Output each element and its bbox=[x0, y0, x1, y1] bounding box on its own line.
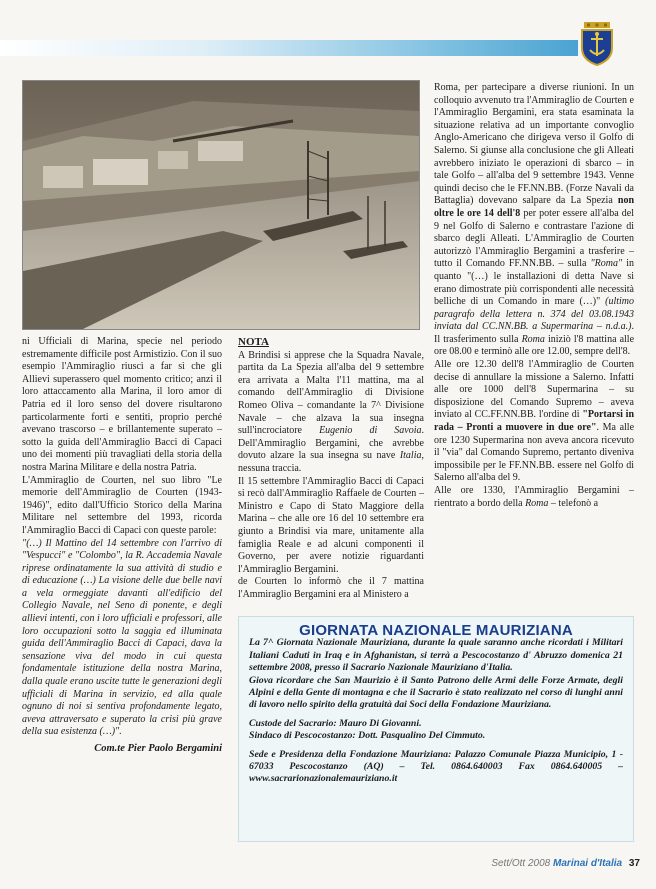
paragraph: Il 15 settembre l'Ammiraglio Bacci di Capaci si recò dall'Ammiraglio Raffaele de Courten – Ministro e Capo di Stato Maggiore della Marina – che alle ore 16 del 10 settembre era giunto a Brindisi via mare, unitamente alla famiglia Reale e ad alcuni componenti il Governo, per avere notizie riguardanti l'Ammiraglio Bergamini. bbox=[238, 475, 424, 575]
paragraph: ni Ufficiali di Marina, specie nel periodo estremamente difficile post Armistizio. Con il suo esempio l'Ammiraglio riuscì a far sì che gli Allievi superassero quel momento critico; anzi il loro attaccamento alla Marina, il loro amor di Patria ed il loro senso del dovere risultarono particolarmente forti e sentiti, proprio perché avevano trascorso – e brillantemente superato – sotto la guida dell'Ammiraglio Bacci di Capaci uno dei momenti più travagliati della storia della nostra Marina Militare e della nostra Patria. bbox=[22, 336, 222, 473]
event-paragraph: La 7^ Giornata Nazionale Mauriziana, durante la quale saranno anche ricordati i Militari Italiani Caduti in Iraq e in Afghanistan, si terrà a Pescocostanzo d' Abruzzo domenica 21 settembre 2008, presso il Sacrario Nazionale Mauriziano d'Italia. bbox=[249, 637, 623, 674]
paragraph: A Brindisi si apprese che la Squadra Navale, partita da La Spezia all'alba del 9 settembre era arrivata a Malta l'11 mattina, ma al comando dell'Ammiraglio di Divisione Romeo Oliva – comandante la 7^ Divisione Navale – che alzava la sua insegna sull'incrociatore Eugenio di Savoia. Dell'Ammiraglio Bergamini, che avrebbe dovuto alzare la sua insegna su nave Italia, nessuna traccia. bbox=[238, 349, 424, 474]
event-box bbox=[238, 616, 634, 842]
paragraph: Roma, per partecipare a diverse riunioni. In un colloquio avvenuto tra l'Ammiraglio de Courten e l'Ammiraglio Bergamini, era stata esaminata la situazione relativa ad un importante convoglio Anglo-Americano che dirigeva verso il Golfo di Salerno. Si giunse alla conclusione che gli Alleati avrebbero iniziato le operazioni di sbarco – in tale Golfo – all'alba del 9 settembre 1943. Venne quindi deciso che le FF.NN.BB. (Forze Navali da Battaglia) dovevano salpare da La Spezia non oltre le ore 14 dell'8 per poter essere all'alba del 9 nel Golfo di Salerno e contrastare l'azione di sbarco degli Alleati. L'Ammiraglio de Courten autorizzò l'Ammiraglio Bergamini a trasferire – tutto il Comando FF.NN.BB. – sulla "Roma" in quanto "(…) le installazioni di detta Nave si erano dimostrate più corrispondenti alle necessità belliche di un Comando in mare (…)" (ultimo paragrafo della lettera n. 374 del 03.08.1943 inviata dal CC.NN.BB. a Supermarina – n.d.a.). Il trasferimento sulla Roma iniziò l'8 mattina alle ore 08.00 e terminò alle ore 12.00, sempre dell'8. bbox=[434, 82, 635, 358]
paragraph: Alle ore 1330, l'Ammiraglio Bergamini – rientrato a bordo della Roma – telefonò a bbox=[434, 485, 634, 509]
paragraph: de Courten lo informò che il 7 mattina l'Ammiraglio Bergamini era al Ministero a bbox=[238, 576, 424, 600]
custodian-line: Custode del Sacrario: Mauro Di Giovanni. bbox=[249, 717, 422, 729]
mayor-line: Sindaco di Pescocostanzo: Dott. Pasqualino Del Cimmuto. bbox=[249, 730, 486, 742]
page-footer bbox=[430, 858, 640, 869]
section-heading: NOTA bbox=[238, 336, 269, 348]
quote: "(…) Il Mattino del 14 settembre con l'arrivo di "Vespucci" e "Colombo", la R. Accademia Navale riprese ordinatamente la sua attività di studio e di educazione (…) La visione delle due belle navi a vela ormeggiate davanti all'edificio del Collegio Navale, nel Seno di ponente, e degli allievi intenti, con i loro ufficiali e professori, alle loro occupazioni sotto la saggia ed illuminata guida dell'Ammiraglio Bacci di Capaci, dava la sensazione viva del modo in cui questa fondamentale istituzione della nostra Marina, dalla quale erano uscite tutte le generazioni degli ufficiali di Marina in servizio, ed alla quale ognuno di noi si sentiva profondamente legato, aveva attraversato e superato la crisi più grave della sua esistenza (…)". bbox=[22, 537, 222, 738]
issue-date: Sett/Ott 2008 bbox=[491, 858, 551, 869]
magazine-name: Marinai d'Italia bbox=[553, 858, 623, 869]
header-color-bar bbox=[0, 40, 578, 56]
column-left bbox=[22, 336, 222, 756]
crest-icon bbox=[580, 22, 614, 66]
paragraph: L'Ammiraglio de Courten, nel suo libro "Le memorie dell'Ammiraglio de Courten (1943-1946)", edito dall'Ufficio Storico della Marina Militare nel settembre del 1993, ricorda l'Ammiraglio Bacci di Capaci con queste parole: bbox=[22, 474, 222, 536]
page-number: 37 bbox=[628, 858, 640, 869]
author-signature: Com.te Pier Paolo Bergamini bbox=[94, 743, 222, 754]
harbour-photo bbox=[22, 80, 420, 330]
paragraph: Alle ore 12.30 dell'8 l'Ammiraglio de Courten decise di annullare la missione a Salerno. Infatti alle ore 1000 dell'8 Supermarina – su disposizione del Comando Supremo – aveva inviato al CC.FF.NN.BB. l'ordine di "Portarsi in rada – Pronti a muovere in due ore". Ma alle ore 1230 Supermarina non aveva ancora ricevuto il "via" dal Comando Supremo, pertanto diveniva impossibile per le FF.NN.BB. essere nel Golfo di Salerno all'alba del 9. bbox=[434, 359, 635, 484]
contact-info: Sede e Presidenza della Fondazione Mauriziana: Palazzo Comunale Piazza Municipio, 1 - 67033 Pescocostanzo (AQ) – Tel. 0864.640003 Fax 0864.640005 – www.sacrarionazionalemauriziano.it bbox=[249, 748, 623, 785]
event-title: GIORNATA NAZIONALE MAURIZIANA bbox=[299, 622, 573, 639]
column-right bbox=[434, 82, 634, 510]
column-middle bbox=[238, 336, 424, 601]
event-paragraph: Giova ricordare che San Maurizio è il Santo Patrono delle Armi delle Forze Armate, degli Alpini e della Gente di montagna e che il Sacrario è stato realizzato nel corso di lunghi anni di lavoro nello spirito della gratuità dai Soci della Fondazione Mauriziana. bbox=[249, 674, 623, 711]
